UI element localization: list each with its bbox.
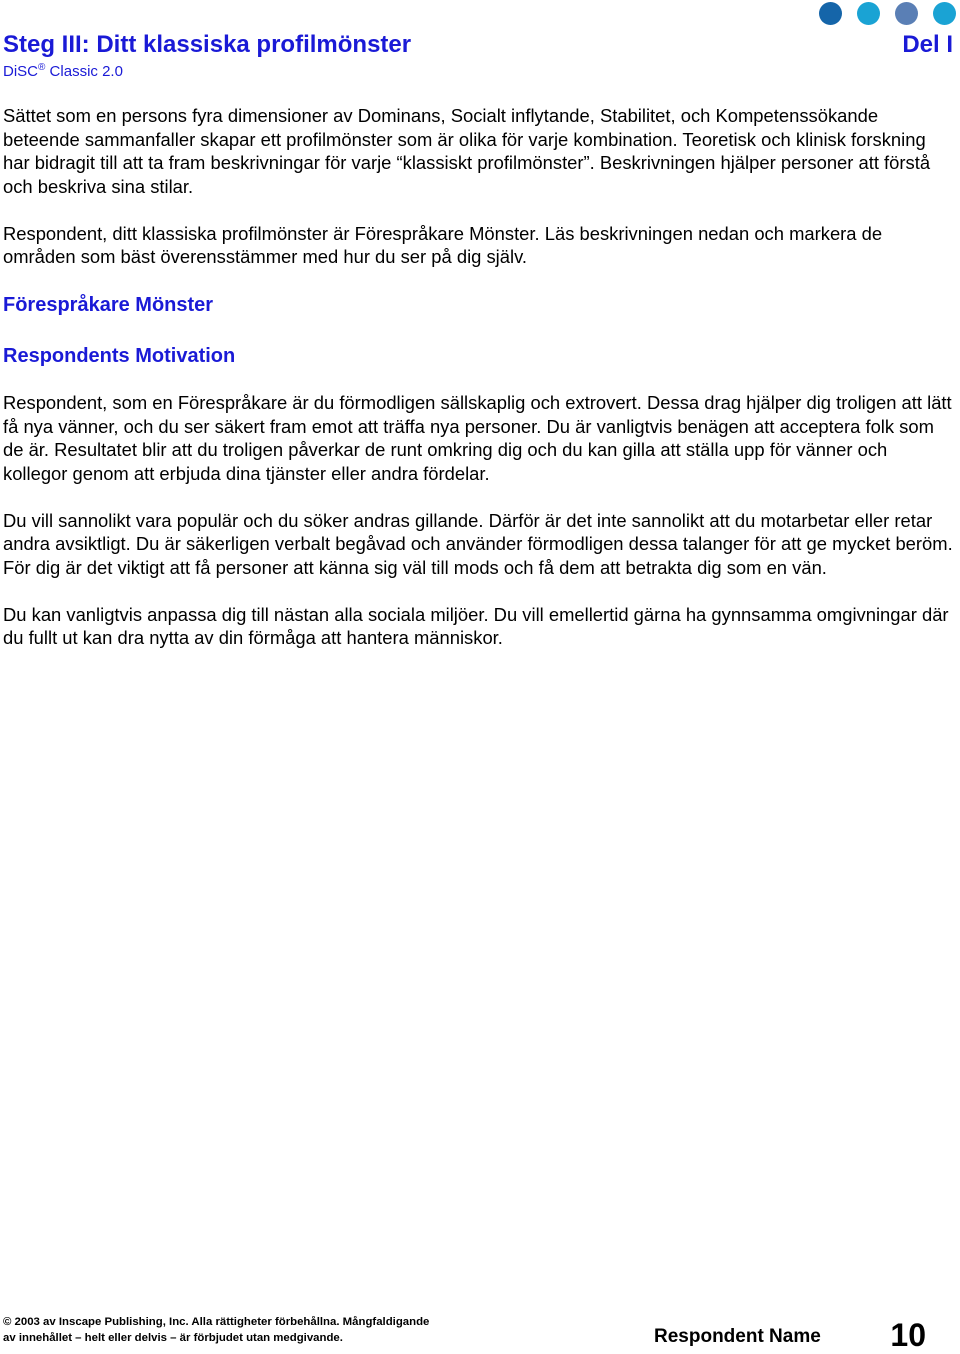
section-label: Del I xyxy=(902,31,953,58)
copyright-notice xyxy=(3,1315,429,1346)
pattern-heading: Förespråkare Mönster xyxy=(3,294,214,316)
copyright-line-2: av innehållet – helt eller delvis – är förbjudet utan medgivande. xyxy=(3,1331,343,1344)
main-content xyxy=(3,104,953,673)
motivation-heading: Respondents Motivation xyxy=(3,345,236,367)
decorative-dot-3 xyxy=(895,2,918,25)
product-name: DiSC xyxy=(3,63,39,80)
registered-mark: ® xyxy=(38,62,46,73)
product-subtitle xyxy=(3,62,123,80)
product-version: Classic 2.0 xyxy=(45,63,123,80)
body-paragraph-3: Du kan vanligtvis anpassa dig till nästan alla sociala miljöer. Du vill emellertid gärna ha gynnsamma omgivningar där du fullt ut kan dra nytta av din förmåga att hantera människor. xyxy=(3,603,949,648)
result-paragraph: Respondent, ditt klassiska profilmönster är Förespråkare Mönster. Läs beskrivningen nedan och markera de områden som bäst överensstämmer med hur du ser på dig själv. xyxy=(3,222,883,267)
header-dots xyxy=(819,2,956,25)
page-title: Steg III: Ditt klassiska profilmönster xyxy=(3,31,412,58)
decorative-dot-4 xyxy=(933,2,956,25)
body-paragraph-1: Respondent, som en Förespråkare är du förmodligen sällskaplig och extrovert. Dessa drag hjälper dig troligen att lätt få nya vänner, och du ser säkert fram emot att träffa nya personer. Du är vanligtvis benägen att acceptera folk som de är. Resultatet blir att du troligen påverkar de runt omkring dig och du kan gilla att ställa upp för vänner och kollegor genom att erbjuda dina tjänster eller andra fördelar. xyxy=(3,392,952,484)
body-paragraph-2: Du vill sannolikt vara populär och du söker andras gillande. Därför är det inte sannolikt att du motarbetar eller retar andra avsiktligt. Du är säkerligen verbalt begåvad och använder förmodligen dessa talanger för att ge mycket beröm. För dig är det viktigt att få personer att känna sig väl till mods och få dem att betrakta dig som en vän. xyxy=(3,509,953,578)
decorative-dot-1 xyxy=(819,2,842,25)
intro-paragraph: Sättet som en persons fyra dimensioner av Dominans, Socialt inflytande, Stabilitet, och Kompetenssökande beteende sammanfaller skapar ett profilmönster som är olika för varje kombination. Teoretisk och klinisk forskning har bidragit till att ta fram beskrivningar för varje “klassiskt profilmönster”. Beskrivningen hjälper personer att förstå och beskriva sina stilar. xyxy=(3,105,931,197)
copyright-line-1: © 2003 av Inscape Publishing, Inc. Alla rättigheter förbehållna. Mångfaldigande xyxy=(3,1316,430,1328)
page-number: 10 xyxy=(890,1317,926,1353)
respondent-name: Respondent Name xyxy=(654,1326,821,1347)
decorative-dot-2 xyxy=(857,2,880,25)
